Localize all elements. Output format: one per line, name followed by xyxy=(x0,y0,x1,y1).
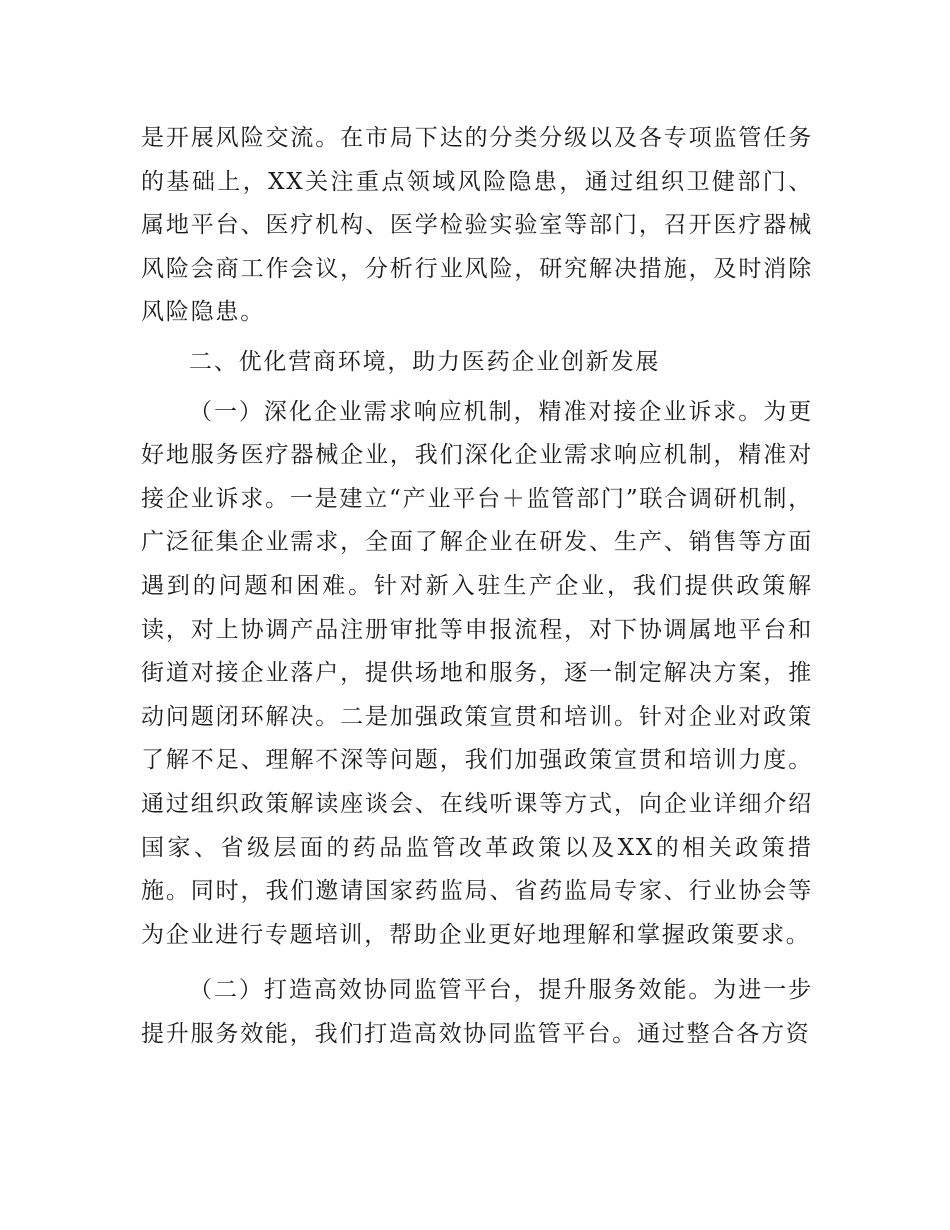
document-body xyxy=(141,117,813,1056)
section-two-heading: 二、优化营商环境，助力医药企业创新发展 xyxy=(189,348,661,375)
paragraph-subsection-one: （一）深化企业需求响应机制，精准对接企业诉求。为更好地服务医疗器械企业，我们深化企业需求响应机制，精准对接企业诉求。一是建立“产业平台＋监管部门”联合调研机制，广泛征集企业需求，全面了解企业在研发、生产、销售等方面遇到的问题和困难。针对新入驻生产企业，我们提供政策解读，对上协调产品注册审批等申报流程，对下协调属地平台和街道对接企业落户，提供场地和服务，逐一制定解决方案，推动问题闭环解决。二是加强政策宣贯和培训。针对企业对政策了解不足、理解不深等问题，我们加强政策宣贯和培训力度。通过组织政策解读座谈会、在线听课等方式，向企业详细介绍国家、省级层面的药品监管改革政策以及XX的相关政策措施。同时，我们邀请国家药监局、省药监局专家、行业协会等为企业进行专题培训，帮助企业更好地理解和掌握政策要求。 xyxy=(141,398,813,948)
paragraph-risk-exchange: 是开展风险交流。在市局下达的分类分级以及各专项监管任务的基础上，XX关注重点领域风险隐患，通过组织卫健部门、属地平台、医疗机构、医学检验实验室等部门，召开医疗器械风险会商工作会议，分析行业风险，研究解决措施，及时消除风险隐患。 xyxy=(141,125,813,326)
paragraph-subsection-two: （二）打造高效协同监管平台，提升服务效能。为进一步提升服务效能，我们打造高效协同监管平台。通过整合各方资 xyxy=(141,977,813,1047)
